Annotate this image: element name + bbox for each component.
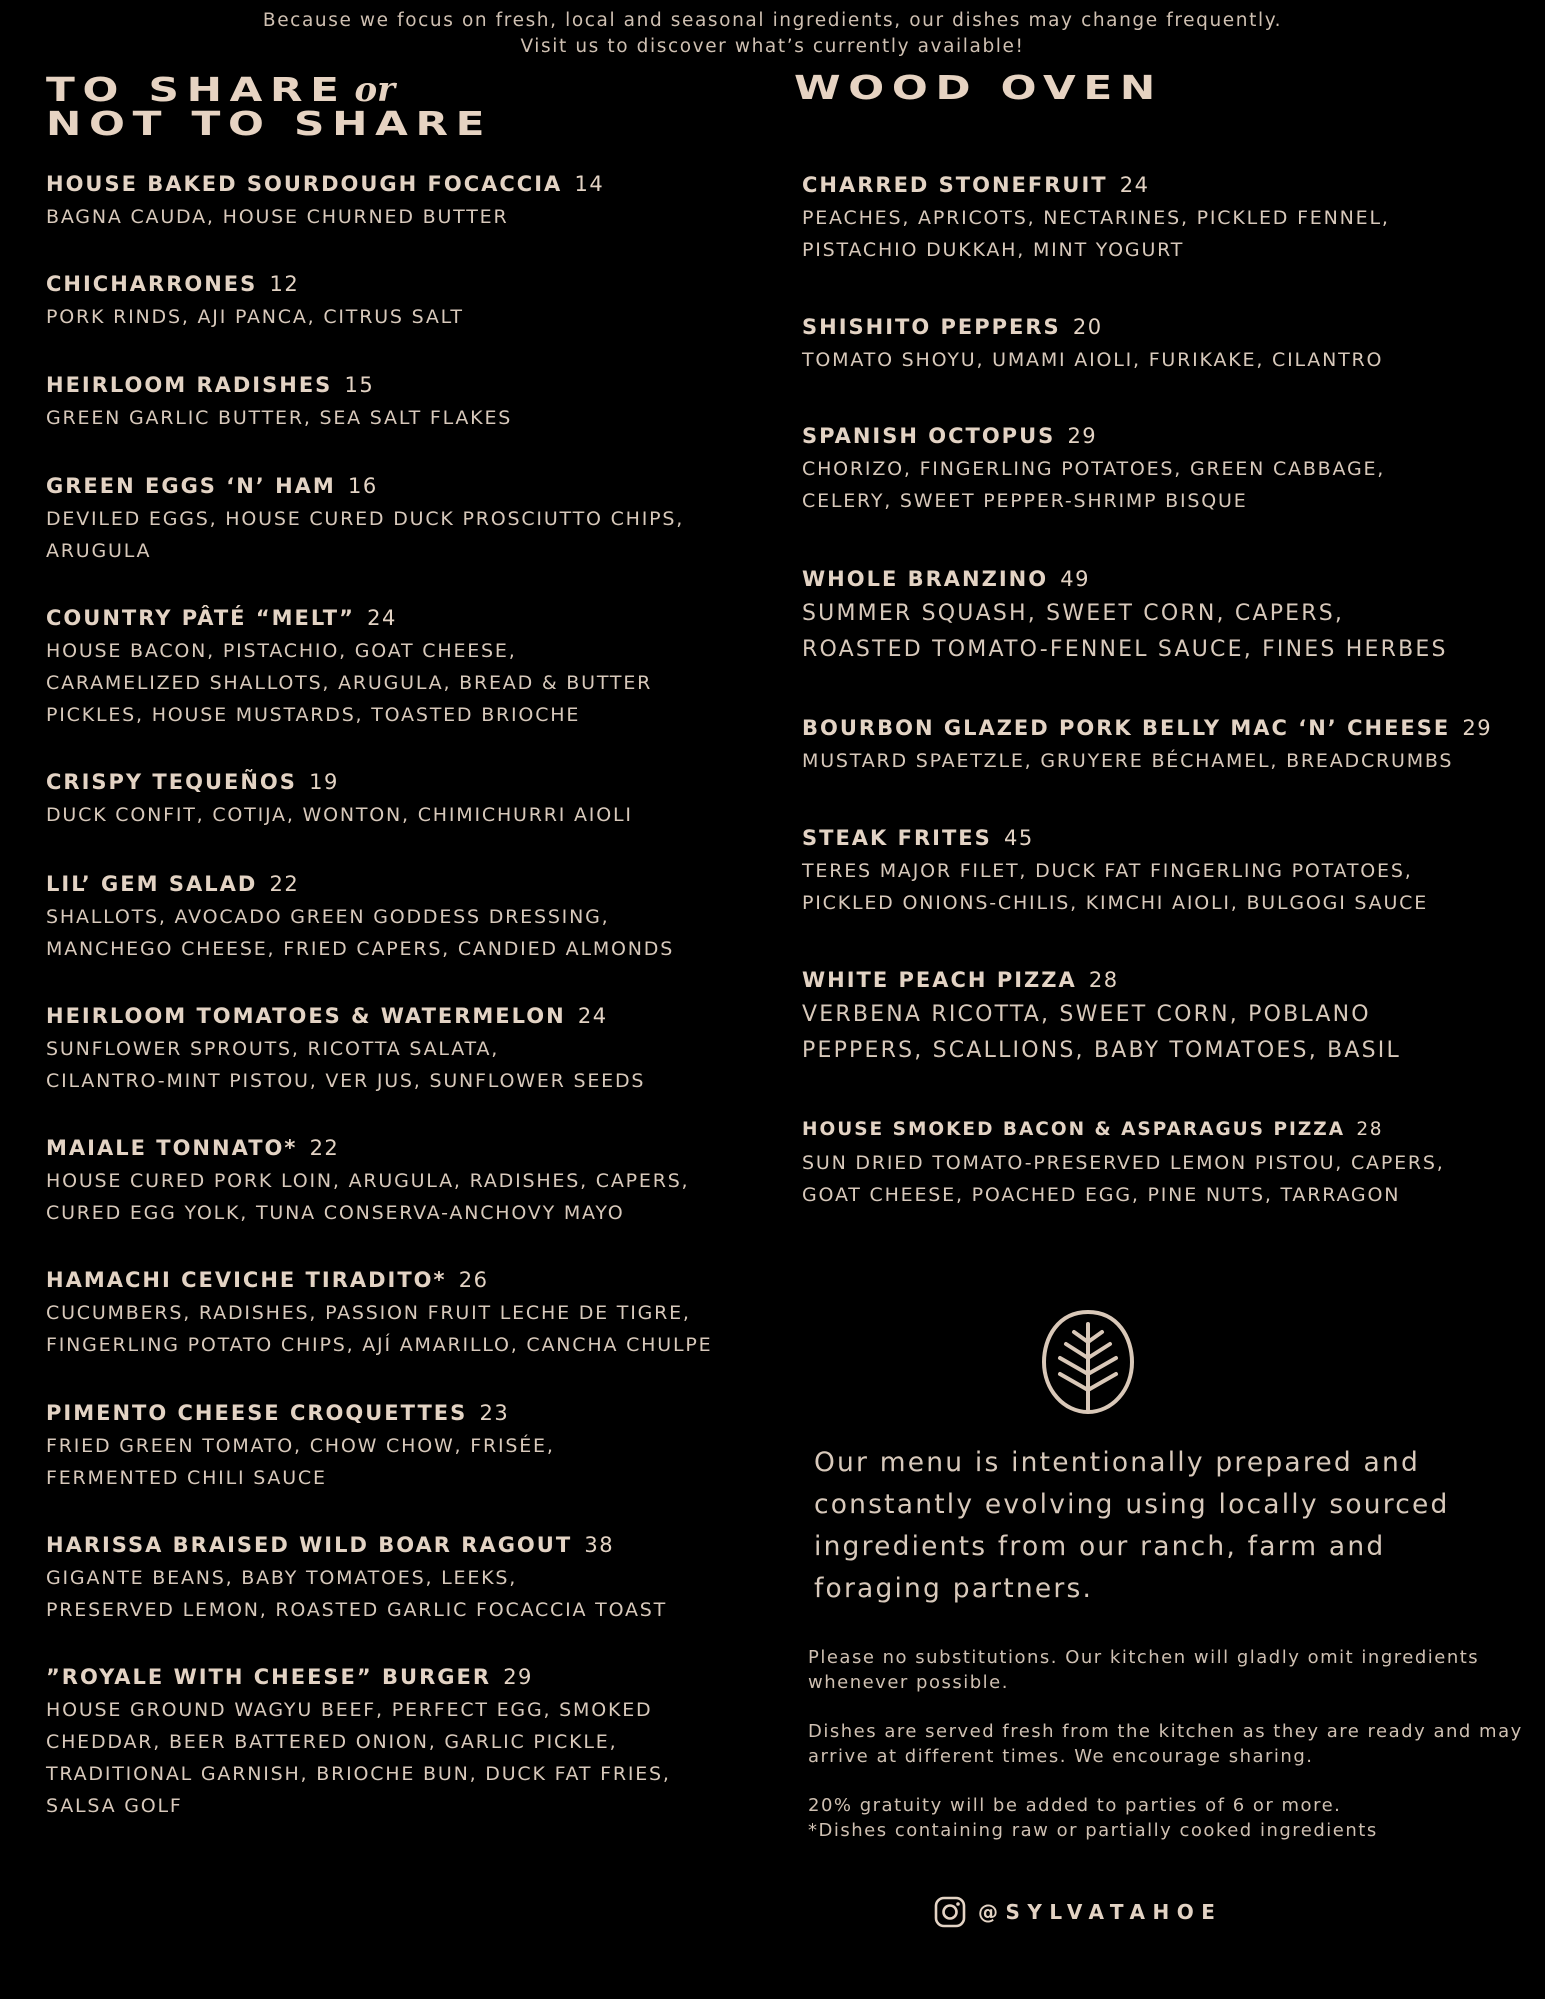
dish-price: 24	[577, 1004, 608, 1028]
menu-item	[46, 870, 766, 965]
dish-description: CUCUMBERS, RADISHES, PASSION FRUIT LECHE DE TIGRE, FINGERLING POTATO CHIPS, AJÍ AMARILLO, CANCHA CHULPE	[46, 1302, 713, 1356]
dish-name: COUNTRY PÂTÉ “MELT”	[46, 606, 355, 630]
dish-price: 16	[348, 474, 378, 498]
dish-description: SUNFLOWER SPROUTS, RICOTTA SALATA, CILANTRO-MINT PISTOU, VER JUS, SUNFLOWER SEEDS	[46, 1038, 646, 1092]
dish-description: BAGNA CAUDA, HOUSE CHURNED BUTTER	[46, 206, 509, 228]
dish-description: HOUSE BACON, PISTACHIO, GOAT CHEESE, CARAMELIZED SHALLOTS, ARUGULA, BREAD & BUTTER PICKLES, HOUSE MUSTARDS, TOASTED BRIOCHE	[46, 640, 653, 726]
notice-line-2: Visit us to discover what’s currently available!	[520, 36, 1025, 57]
tree-leaf-icon	[1040, 1308, 1136, 1416]
substitutions-note: Please no substitutions. Our kitchen will gladly omit ingredients whenever possible.	[808, 1647, 1480, 1693]
dish-name: LIL’ GEM SALAD	[46, 872, 258, 896]
menu-item	[802, 313, 1522, 376]
title-line-1: TO SHARE	[46, 70, 347, 109]
notice-line-1: Because we focus on fresh, local and seasonal ingredients, our dishes may change frequently.	[262, 10, 1283, 31]
dish-price: 26	[458, 1268, 489, 1292]
dish-name: CRISPY TEQUEÑOS	[46, 770, 297, 794]
dish-description: MUSTARD SPAETZLE, GRUYERE BÉCHAMEL, BREADCRUMBS	[802, 750, 1454, 772]
dish-name: HOUSE SMOKED BACON & ASPARAGUS PIZZA	[802, 1119, 1346, 1140]
menu-item	[46, 1531, 766, 1626]
dish-price: 19	[309, 770, 339, 794]
menu-item	[802, 422, 1522, 517]
dish-description: CHORIZO, FINGERLING POTATOES, GREEN CABBAGE, CELERY, SWEET PEPPER-SHRIMP BISQUE	[802, 458, 1386, 512]
dish-description: SUMMER SQUASH, SWEET CORN, CAPERS, ROASTED TOMATO-FENNEL SAUCE, FINES HERBES	[802, 601, 1448, 662]
dish-name: HEIRLOOM RADISHES	[46, 373, 333, 397]
dish-description: SUN DRIED TOMATO-PRESERVED LEMON PISTOU, CAPERS, GOAT CHEESE, POACHED EGG, PINE NUTS, TARRAGON	[802, 1152, 1445, 1206]
dish-price: 49	[1060, 567, 1091, 591]
menu-item	[46, 1134, 766, 1229]
menu-item	[802, 966, 1522, 1069]
dining-notes	[808, 1645, 1528, 1843]
dish-name: PIMENTO CHEESE CROQUETTES	[46, 1401, 468, 1425]
dish-name: SPANISH OCTOPUS	[802, 424, 1056, 448]
raw-ingredients-note: *Dishes containing raw or partially cooked ingredients	[808, 1820, 1378, 1841]
dish-description: HOUSE GROUND WAGYU BEEF, PERFECT EGG, SMOKED CHEDDAR, BEER BATTERED ONION, GARLIC PICKLE, TRADITIONAL GARNISH, BRIOCHE BUN, DUCK FAT FRIES, SALSA GOLF	[46, 1699, 671, 1817]
dish-price: 14	[574, 172, 605, 196]
menu-item	[46, 768, 766, 831]
title-line-2: NOT TO SHARE	[46, 104, 493, 143]
dish-price: 28	[1356, 1119, 1383, 1140]
dish-name: MAIALE TONNATO*	[46, 1136, 298, 1160]
dish-price: 29	[1462, 716, 1493, 740]
menu-item	[46, 1266, 766, 1361]
dish-name: HOUSE BAKED SOURDOUGH FOCACCIA	[46, 172, 563, 196]
dish-description: FRIED GREEN TOMATO, CHOW CHOW, FRISÉE, FERMENTED CHILI SAUCE	[46, 1435, 555, 1489]
dish-price: 28	[1088, 968, 1119, 992]
dish-name: SHISHITO PEPPERS	[802, 315, 1061, 339]
dish-price: 22	[269, 872, 300, 896]
dish-description: HOUSE CURED PORK LOIN, ARUGULA, RADISHES, CAPERS, CURED EGG YOLK, TUNA CONSERVA-ANCHOVY MAYO	[46, 1170, 690, 1224]
menu-item	[46, 604, 766, 731]
menu-item	[46, 1002, 766, 1097]
menu-item	[46, 1663, 766, 1822]
dish-price: 29	[503, 1665, 533, 1689]
dish-description: DEVILED EGGS, HOUSE CURED DUCK PROSCIUTTO CHIPS, ARUGULA	[46, 508, 685, 562]
instagram-icon[interactable]	[934, 1896, 966, 1928]
dish-name: STEAK FRITES	[802, 826, 992, 850]
menu-item	[46, 170, 766, 233]
dish-description: GIGANTE BEANS, BABY TOMATOES, LEEKS, PRESERVED LEMON, ROASTED GARLIC FOCACCIA TOAST	[46, 1567, 668, 1621]
dish-price: 38	[584, 1533, 615, 1557]
dish-name: WHOLE BRANZINO	[802, 567, 1049, 591]
fresh-ingredients-notice	[0, 8, 1545, 60]
dish-name: CHICHARRONES	[46, 272, 258, 296]
dish-price: 45	[1003, 826, 1034, 850]
dish-name: GREEN EGGS ‘N’ HAM	[46, 474, 336, 498]
dish-name: HARISSA BRAISED WILD BOAR RAGOUT	[46, 1533, 573, 1557]
instagram-handle[interactable]: @SYLVATAHOE	[978, 1900, 1223, 1924]
dish-price: 12	[269, 272, 300, 296]
menu-item	[46, 472, 766, 567]
menu-item	[802, 565, 1522, 668]
section-title-to-share	[46, 70, 493, 143]
title-or: or	[354, 70, 395, 110]
dish-price: 15	[344, 373, 375, 397]
menu-item	[46, 270, 766, 333]
dish-description: SHALLOTS, AVOCADO GREEN GODDESS DRESSING, MANCHEGO CHEESE, FRIED CAPERS, CANDIED ALMONDS	[46, 906, 675, 960]
dish-price: 23	[479, 1401, 510, 1425]
dish-price: 29	[1067, 424, 1098, 448]
dish-description: DUCK CONFIT, COTIJA, WONTON, CHIMICHURRI AIOLI	[46, 804, 633, 826]
section-title-wood-oven: WOOD OVEN	[794, 68, 1163, 107]
dish-price: 24	[367, 606, 397, 630]
dish-price: 20	[1072, 315, 1103, 339]
menu-intro: Our menu is intentionally prepared and constantly evolving using locally sourced ingredients from our ranch, farm and foraging partners.	[814, 1447, 1450, 1604]
timing-note: Dishes are served fresh from the kitchen as they are ready and may arrive at different times. We encourage sharing.	[808, 1721, 1523, 1767]
dish-name: BOURBON GLAZED PORK BELLY MAC ‘N’ CHEESE	[802, 716, 1451, 740]
menu-item	[802, 171, 1522, 266]
dish-description: VERBENA RICOTTA, SWEET CORN, POBLANO PEPPERS, SCALLIONS, BABY TOMATOES, BASIL	[802, 1002, 1401, 1063]
dish-description: TOMATO SHOYU, UMAMI AIOLI, FURIKAKE, CILANTRO	[802, 349, 1384, 371]
dish-name: WHITE PEACH PIZZA	[802, 968, 1077, 992]
dish-description: GREEN GARLIC BUTTER, SEA SALT FLAKES	[46, 407, 513, 429]
dish-price: 24	[1119, 173, 1150, 197]
menu-item	[802, 824, 1522, 919]
social-link[interactable]	[934, 1896, 1222, 1928]
menu-item	[802, 1116, 1522, 1211]
dish-price: 22	[309, 1136, 340, 1160]
dish-name: ”ROYALE WITH CHEESE” BURGER	[46, 1665, 491, 1689]
dish-name: HAMACHI CEVICHE TIRADITO*	[46, 1268, 447, 1292]
dish-name: HEIRLOOM TOMATOES & WATERMELON	[46, 1004, 566, 1028]
dish-description: PEACHES, APRICOTS, NECTARINES, PICKLED FENNEL, PISTACHIO DUKKAH, MINT YOGURT	[802, 207, 1390, 261]
menu-item	[46, 1399, 766, 1494]
gratuity-note: 20% gratuity will be added to parties of 6 or more.	[808, 1795, 1342, 1816]
dish-description: PORK RINDS, AJI PANCA, CITRUS SALT	[46, 306, 464, 328]
menu-item	[802, 714, 1522, 777]
dish-name: CHARRED STONEFRUIT	[802, 173, 1108, 197]
dish-description: TERES MAJOR FILET, DUCK FAT FINGERLING POTATOES, PICKLED ONIONS-CHILIS, KIMCHI AIOLI, BULGOGI SAUCE	[802, 860, 1429, 914]
menu-item	[46, 371, 766, 434]
